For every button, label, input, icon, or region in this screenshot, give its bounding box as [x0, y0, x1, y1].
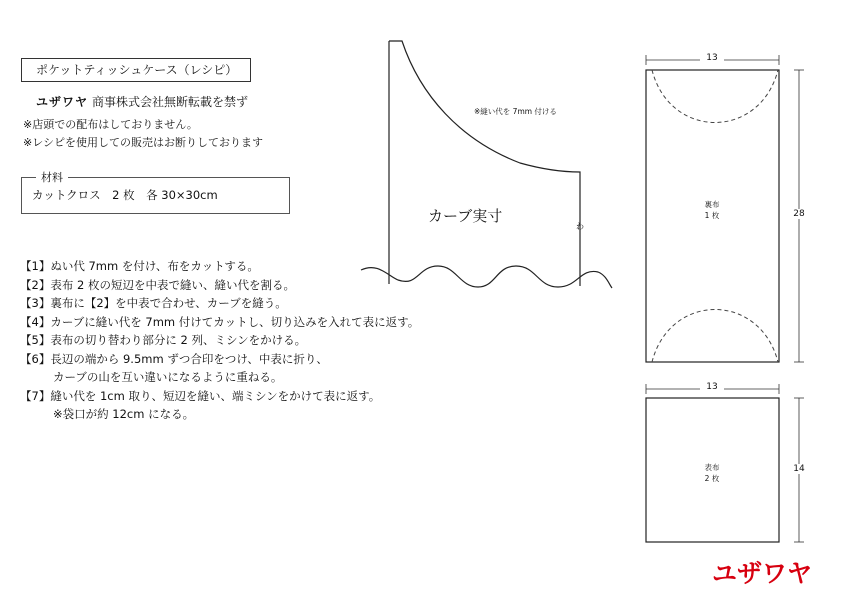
top-curve-dashed — [652, 70, 778, 123]
outer-name: 表布 — [704, 463, 720, 472]
materials-label: 材料 — [36, 169, 68, 185]
step-7-note: ※袋口が約 12cm になる。 — [53, 407, 195, 421]
lining-count: 1 枚 — [704, 211, 720, 220]
step-6-continued: カーブの山を互い違いになるように重ねる。 — [53, 370, 283, 384]
step-5: 【5】表布の切り替わり部分に 2 列、ミシンをかける。 — [20, 333, 307, 347]
lining-name: 裏布 — [704, 200, 720, 209]
curve-pattern-title: カーブ実寸 — [428, 207, 503, 225]
outer-piece-label — [682, 462, 742, 484]
outer-count: 2 枚 — [704, 474, 720, 483]
page-title: ポケットティッシュケース（レシピ） — [21, 58, 251, 82]
step-7: 【7】縫い代を 1cm 取り、短辺を縫い、端ミシンをかけて表に返す。 — [20, 388, 381, 403]
seam-allowance-note: ※縫い代を 7mm 付ける — [474, 107, 557, 116]
step-6: 【6】長辺の端から 9.5mm ずつ合印をつけ、中表に折り、 — [20, 351, 328, 366]
step-3: 【3】裏布に【2】を中表で合わせ、カーブを縫う。 — [20, 296, 287, 310]
curve-pattern-outline — [361, 41, 612, 288]
materials-text: カットクロス 2 枚 各 30×30cm — [32, 188, 218, 202]
bottom-curve-dashed — [652, 310, 778, 363]
lining-height-label: 28 — [790, 209, 808, 219]
lining-piece-label — [682, 199, 742, 221]
step-1: 【1】ぬい代 7mm を付け、布をカットする。 — [20, 259, 259, 273]
yuzawaya-logo: ユザワヤ — [712, 559, 813, 588]
outer-height-label: 14 — [790, 464, 808, 474]
brand-name: ユザワヤ — [36, 95, 89, 109]
lining-width-label: 13 — [700, 53, 724, 63]
note-distribution: ※店頭での配布はしておりません。 — [23, 118, 198, 131]
step-2: 【2】表布 2 枚の短辺を中表で縫い、縫い代を割る。 — [20, 277, 295, 292]
copyright-notice: 商事株式会社無断転載を禁ず — [92, 95, 249, 109]
note-sales: ※レシピを使用しての販売はお断りしております — [23, 136, 263, 149]
step-4: 【4】カーブに縫い代を 7mm 付けてカットし、切り込みを入れて表に返す。 — [20, 314, 420, 329]
fold-mark: わ — [576, 222, 584, 231]
outer-width-label: 13 — [700, 382, 724, 392]
